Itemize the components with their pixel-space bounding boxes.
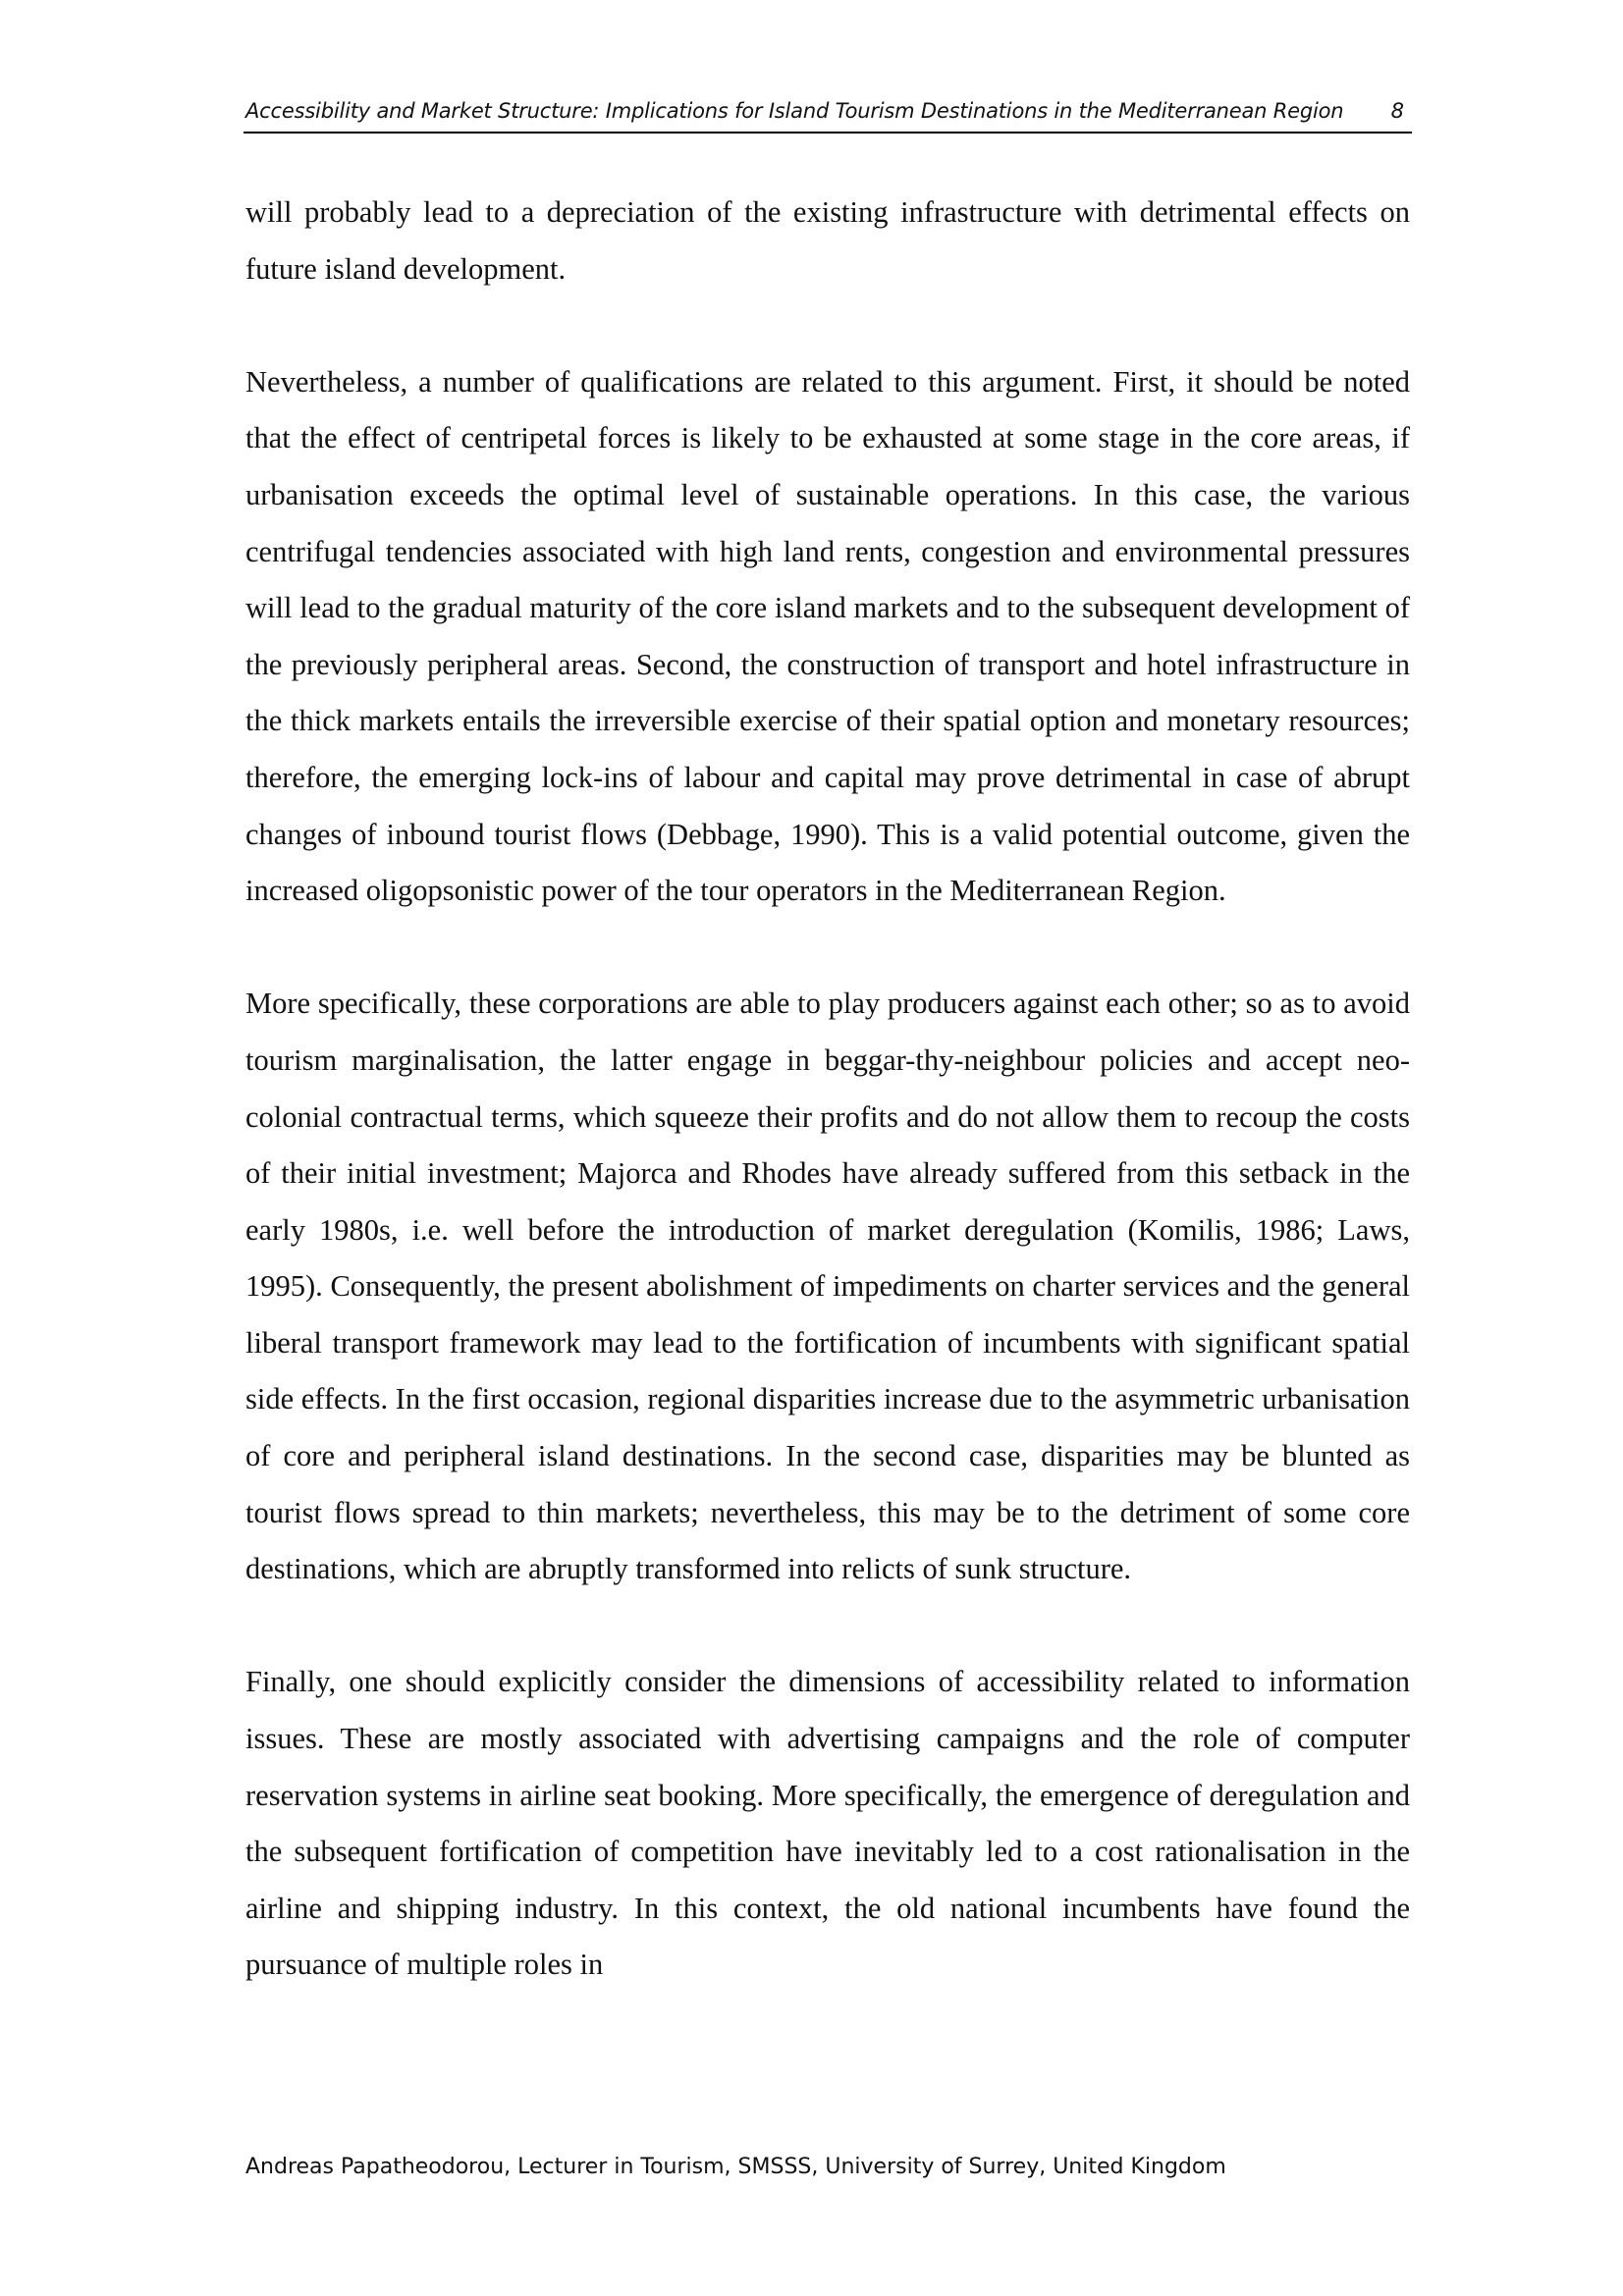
- page-footer: Andreas Papatheodorou, Lecturer in Tourism, SMSSS, University of Surrey, United Kingdom: [245, 2155, 1226, 2179]
- page-number: 8: [1390, 99, 1404, 123]
- body-text: [245, 185, 1410, 1994]
- running-header: [243, 94, 1412, 133]
- paragraph-continued: will probably lead to a depreciation of the existing infrastructure with detrimental effects on future island development.: [245, 195, 1410, 286]
- running-header-title: Accessibility and Market Structure: Implications for Island Tourism Destinations in the Mediterranean Region: [245, 99, 1344, 123]
- paragraph-corporations: More specifically, these corporations are able to play producers against each other; so as to avoid tourism marginalisation, the latter engage in beggar-thy-neighbour policies and accept neo-colonial contractual terms, which squeeze their profits and do not allow them to recoup the costs of their initial investment; Majorca and Rhodes have already suffered from this setback in the early 1980s, i.e. well before the introduction of market deregulation (Komilis, 1986; Laws, 1995). Consequently, the present abolishment of impediments on charter services and the general liberal transport framework may lead to the fortification of incumbents with significant spatial side effects. In the first occasion, regional disparities increase due to the asymmetric urbanisation of core and peripheral island destinations. In the second case, disparities may be blunted as tourist flows spread to thin markets; nevertheless, this may be to the detriment of some core destinations, which are abruptly transformed into relicts of sunk structure.: [245, 987, 1411, 1586]
- paragraph-qualifications: Nevertheless, a number of qualifications are related to this argument. First, it should be noted that the effect of centripetal forces is likely to be exhausted at some stage in the core areas, if urbanisation exceeds the optimal level of sustainable operations. In this case, the various centrifugal tendencies associated with high land rents, congestion and environmental pressures will lead to the gradual maturity of the core island markets and to the subsequent development of the previously peripheral areas. Second, the construction of transport and hotel infrastructure in the thick markets entails the irreversible exercise of their spatial option and monetary resources; therefore, the emerging lock-ins of labour and capital may prove detrimental in case of abrupt changes of inbound tourist flows (Debbage, 1990). This is a valid potential outcome, given the increased oligopsonistic power of the tour operators in the Mediterranean Region.: [245, 364, 1410, 908]
- paragraph-information: Finally, one should explicitly consider the dimensions of accessibility related to information issues. These are mostly associated with advertising campaigns and the role of computer reservation systems in airline seat booking. More specifically, the emergence of deregulation and the subsequent fortification of competition have inevitably led to a cost rationalisation in the airline and shipping industry. In this context, the old national incumbents have found the pursuance of multiple roles in: [245, 1665, 1410, 1982]
